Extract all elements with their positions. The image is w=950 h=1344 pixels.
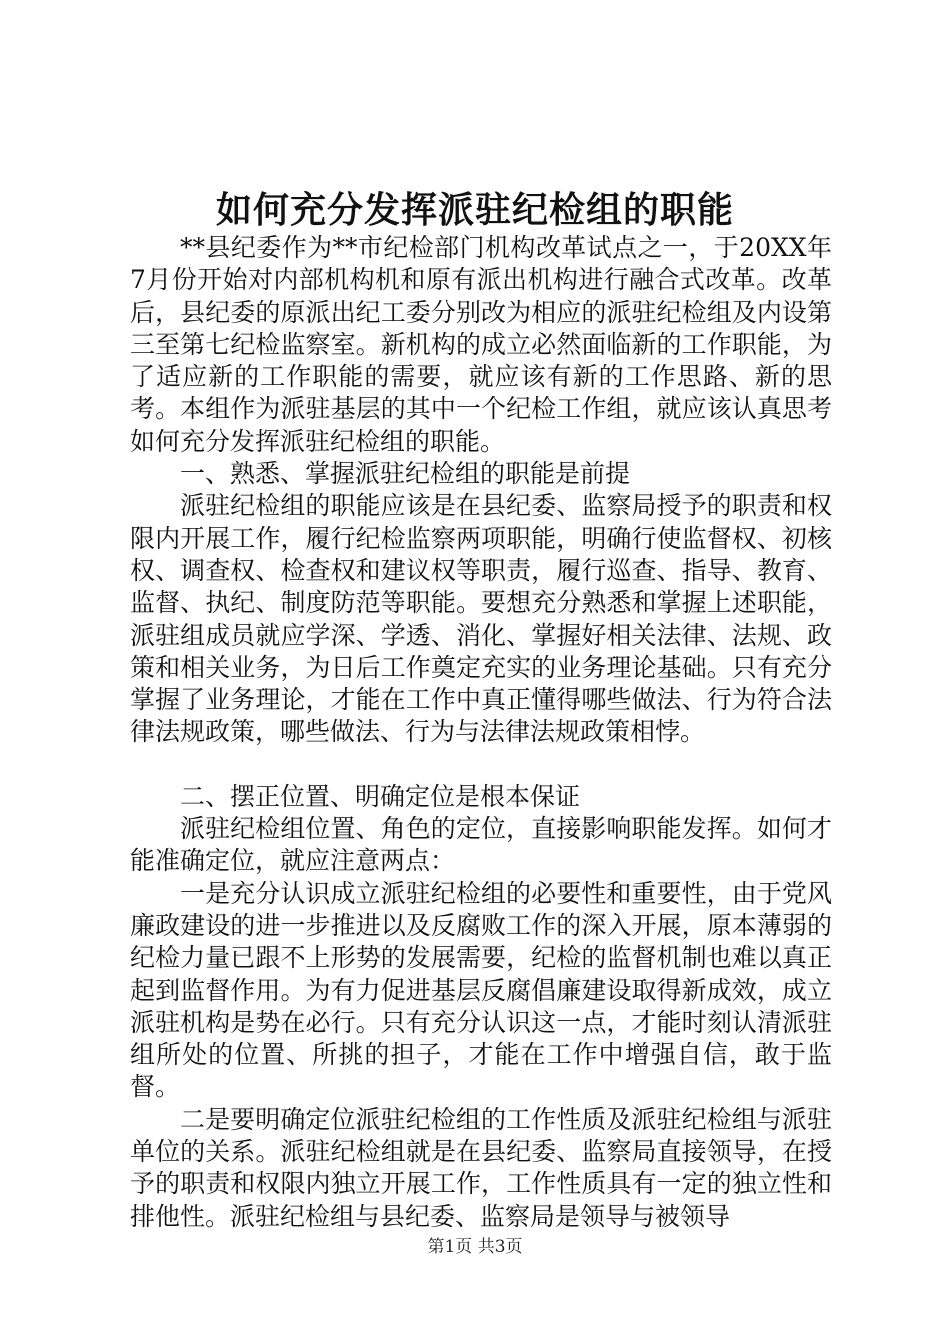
section-1-paragraph: 派驻纪检组的职能应该是在县纪委、监察局授予的职责和权限内开展工作，履行纪检监察两项职能，明确行使监督权、初核权、调查权、检查权和建议权等职责，履行巡查、指导、教育、监督、执纪、制度防范等职能。要想充分熟悉和掌握上述职能，派驻组成员就应学深、学透、消化、掌握好相关法律、法规、政策和相关业务，为日后工作奠定充实的业务理论基础。只有充分掌握了业务理论，才能在工作中真正懂得哪些做法、行为符合法律法规政策，哪些做法、行为与法律法规政策相悖。 xyxy=(130,491,832,747)
page-indicator: 第1页 共3页 xyxy=(427,1237,523,1257)
section-2-paragraph: 派驻纪检组位置、角色的定位，直接影响职能发挥。如何才能准确定位，就应注意两点： xyxy=(130,814,832,876)
document-body xyxy=(130,232,832,1233)
paragraph-gap xyxy=(130,749,832,781)
point-two-paragraph: 二是要明确定位派驻纪检组的工作性质及派驻纪检组与派驻单位的关系。派驻纪检组就是在县纪委、监察局直接领导，在授予的职责和权限内独立开展工作，工作性质具有一定的独立性和排他性。派驻纪检组与县纪委、监察局是领导与被领导 xyxy=(130,1104,832,1231)
intro-paragraph: **县纪委作为**市纪检部门机构改革试点之一，于20XX年7月份开始对内部机构机和原有派出机构进行融合式改革。改革后，县纪委的原派出纪工委分别改为相应的派驻纪检组及内设第三至第七纪检监察室。新机构的成立必然面临新的工作职能，为了适应新的工作职能的需要，就应该有新的工作思路、新的思考。本组作为派驻基层的其中一个纪检工作组，就应该认真思考如何充分发挥派驻纪检组的职能。 xyxy=(130,233,832,456)
section-heading-1: 一、熟悉、掌握派驻纪检组的职能是前提 xyxy=(180,459,631,489)
point-one-paragraph: 一是充分认识成立派驻纪检组的必要性和重要性，由于党风廉政建设的进一步推进以及反腐败工作的深入开展，原本薄弱的纪检力量已跟不上形势的发展需要，纪检的监督机制也难以真正起到监督作用。为有力促进基层反腐倡廉建设取得新成效，成立派驻机构是势在必行。只有充分认识这一点，才能时刻认清派驻组所处的位置、所挑的担子，才能在工作中增强自信，敢于监督。 xyxy=(130,878,832,1102)
section-heading-2: 二、摆正位置、明确定位是根本保证 xyxy=(180,781,581,811)
document-title: 如何充分发挥派驻纪检组的职能 xyxy=(215,189,734,231)
